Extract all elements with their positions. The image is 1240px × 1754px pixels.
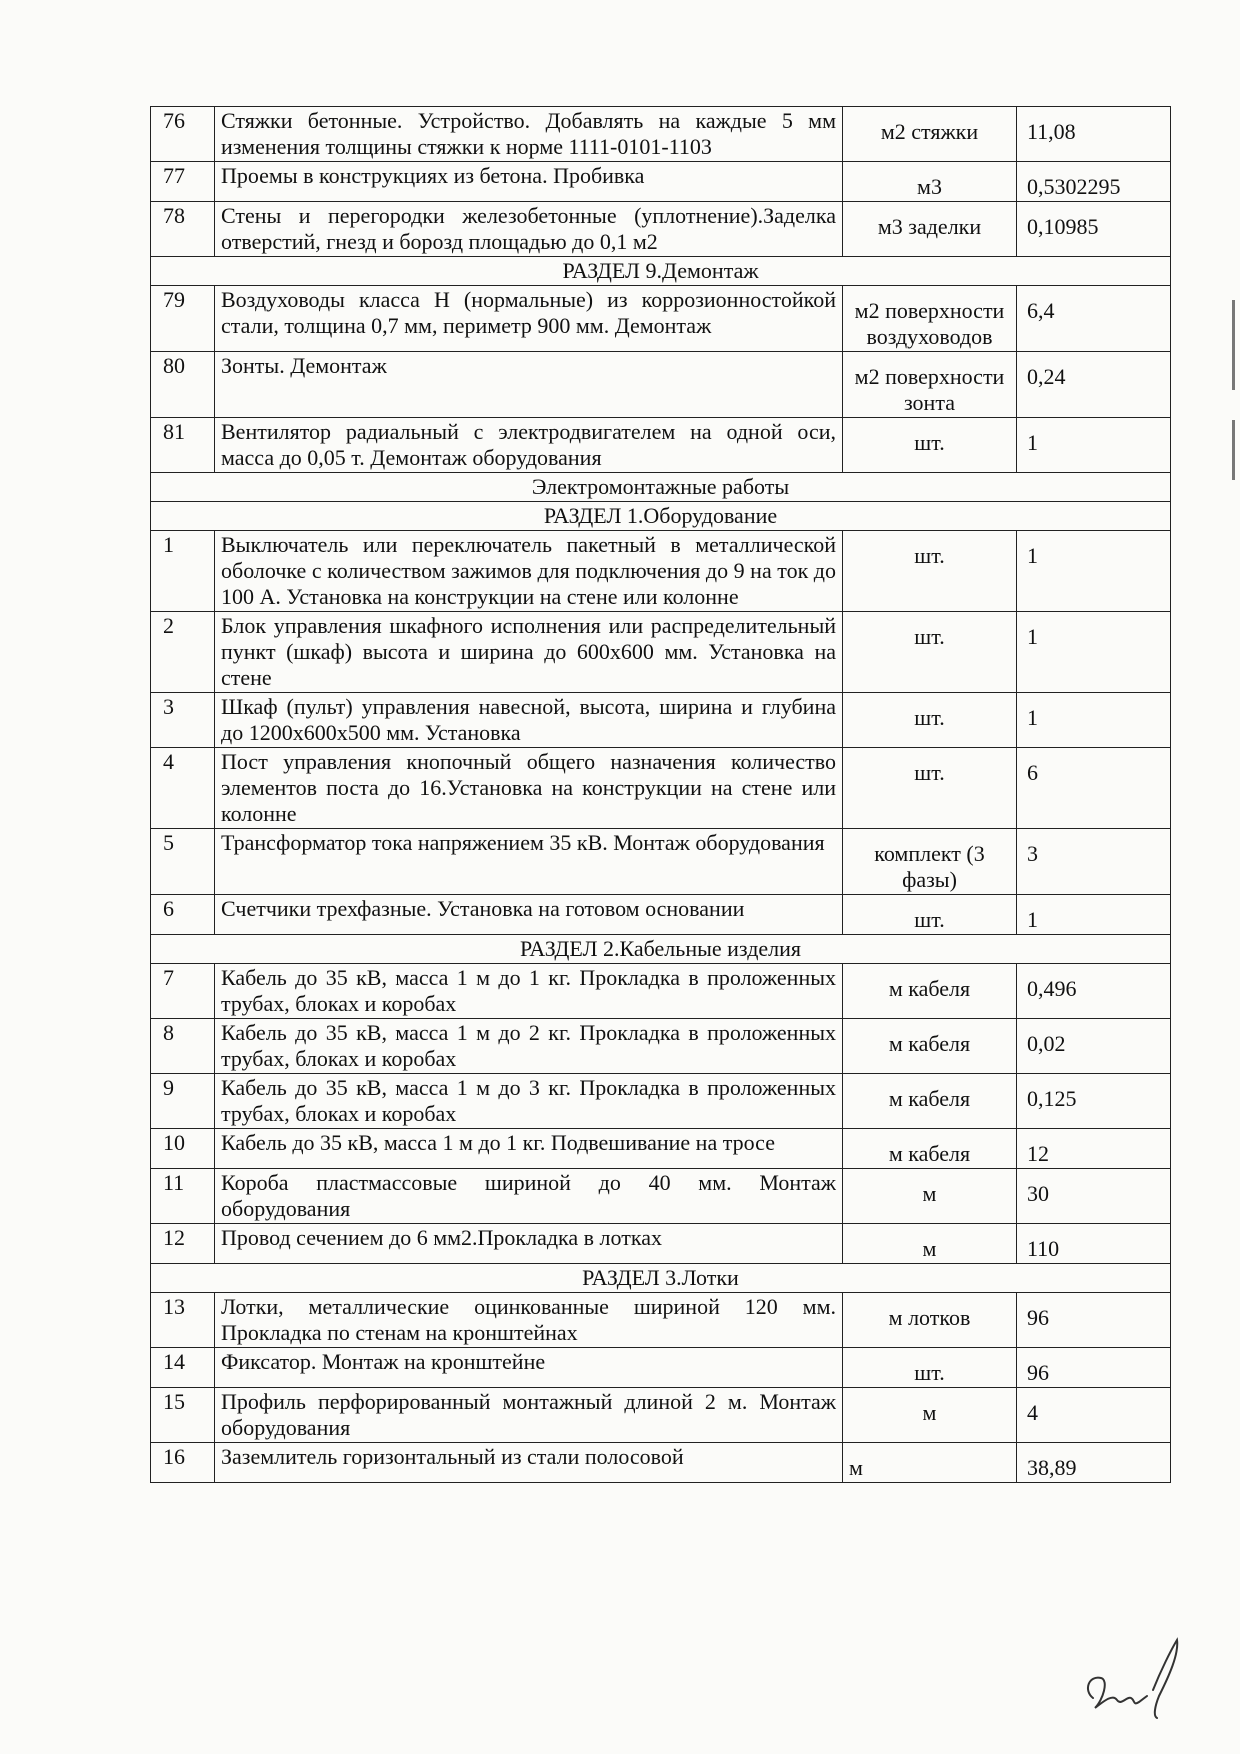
unit-of-measure: комплект (3 фазы) [843,829,1017,895]
section-title: РАЗДЕЛ 1.Оборудование [151,502,1171,531]
work-description: Стены и перегородки железобетонные (уплотнение).Заделка отверстий, гнезд и борозд площадью до 0,1 м2 [215,202,843,257]
row-number: 2 [151,612,215,693]
table-row [151,1224,1171,1264]
table-row [151,107,1171,162]
unit-of-measure: м3 [843,162,1017,202]
unit-of-measure: м лотков [843,1293,1017,1348]
quantity: 0,5302295 [1017,162,1171,202]
table-row [151,202,1171,257]
table-row [151,1129,1171,1169]
work-description: Профиль перфорированный монтажный длиной 2 м. Монтаж оборудования [215,1388,843,1443]
row-number: 3 [151,693,215,748]
work-description: Кабель до 35 кВ, масса 1 м до 1 кг. Прокладка в проложенных трубах, блоках и коробах [215,964,843,1019]
quantity: 0,496 [1017,964,1171,1019]
table-row [151,1169,1171,1224]
table-row [151,1019,1171,1074]
work-description: Кабель до 35 кВ, масса 1 м до 2 кг. Прокладка в проложенных трубах, блоках и коробах [215,1019,843,1074]
quantity: 3 [1017,829,1171,895]
section-header-row [151,1264,1171,1293]
row-number: 6 [151,895,215,935]
work-description: Пост управления кнопочный общего назначения количество элементов поста до 16.Установка на конструкции на стене или колонне [215,748,843,829]
work-description: Провод сечением до 6 мм2.Прокладка в лотках [215,1224,843,1264]
row-number: 77 [151,162,215,202]
table-row [151,352,1171,418]
row-number: 80 [151,352,215,418]
section-header-row [151,473,1171,502]
work-description: Кабель до 35 кВ, масса 1 м до 3 кг. Прокладка в проложенных трубах, блоках и коробах [215,1074,843,1129]
row-number: 1 [151,531,215,612]
table-row [151,964,1171,1019]
unit-of-measure: шт. [843,531,1017,612]
work-description: Стяжки бетонные. Устройство. Добавлять на каждые 5 мм изменения толщины стяжки к норме 1111-0101-1103 [215,107,843,162]
quantity: 0,24 [1017,352,1171,418]
unit-of-measure: шт. [843,1348,1017,1388]
row-number: 16 [151,1443,215,1483]
work-description: Проемы в конструкциях из бетона. Пробивка [215,162,843,202]
row-number: 9 [151,1074,215,1129]
section-title: РАЗДЕЛ 2.Кабельные изделия [151,935,1171,964]
work-description: Зонты. Демонтаж [215,352,843,418]
quantity: 96 [1017,1293,1171,1348]
table-row [151,162,1171,202]
unit-of-measure: м [843,1388,1017,1443]
table-row [151,418,1171,473]
unit-of-measure: м2 стяжки [843,107,1017,162]
row-number: 76 [151,107,215,162]
work-description: Трансформатор тока напряжением 35 кВ. Монтаж оборудования [215,829,843,895]
table-row [151,531,1171,612]
unit-of-measure: м кабеля [843,1019,1017,1074]
row-number: 11 [151,1169,215,1224]
row-number: 13 [151,1293,215,1348]
table-row [151,693,1171,748]
unit-of-measure: шт. [843,748,1017,829]
scan-edge-mark [1232,420,1235,480]
quantity: 6,4 [1017,286,1171,352]
unit-of-measure: шт. [843,612,1017,693]
unit-of-measure: м кабеля [843,1129,1017,1169]
row-number: 8 [151,1019,215,1074]
quantity: 96 [1017,1348,1171,1388]
row-number: 79 [151,286,215,352]
quantity: 11,08 [1017,107,1171,162]
quantity: 1 [1017,612,1171,693]
works-table [150,106,1171,1483]
works-table-body [151,107,1171,1483]
quantity: 38,89 [1017,1443,1171,1483]
table-row [151,895,1171,935]
section-header-row [151,257,1171,286]
work-description: Шкаф (пульт) управления навесной, высота, ширина и глубина до 1200х600х500 мм. Установка [215,693,843,748]
quantity: 0,10985 [1017,202,1171,257]
section-title: РАЗДЕЛ 3.Лотки [151,1264,1171,1293]
unit-of-measure: м [843,1443,1017,1483]
work-description: Воздуховоды класса Н (нормальные) из коррозионностойкой стали, толщина 0,7 мм, периметр 900 мм. Демонтаж [215,286,843,352]
work-description: Заземлитель горизонтальный из стали полосовой [215,1443,843,1483]
table-row [151,1293,1171,1348]
work-description: Кабель до 35 кВ, масса 1 м до 1 кг. Подвешивание на тросе [215,1129,843,1169]
unit-of-measure: шт. [843,895,1017,935]
table-row [151,612,1171,693]
section-header-row [151,502,1171,531]
row-number: 10 [151,1129,215,1169]
signature [1075,1620,1195,1720]
quantity: 30 [1017,1169,1171,1224]
row-number: 5 [151,829,215,895]
work-description: Фиксатор. Монтаж на кронштейне [215,1348,843,1388]
section-title: Электромонтажные работы [151,473,1171,502]
unit-of-measure: м [843,1169,1017,1224]
table-row [151,1074,1171,1129]
unit-of-measure: м2 поверхности воздуховодов [843,286,1017,352]
work-description: Блок управления шкафного исполнения или распределительный пункт (шкаф) высота и ширина до 600х600 мм. Установка на стене [215,612,843,693]
unit-of-measure: шт. [843,693,1017,748]
row-number: 14 [151,1348,215,1388]
unit-of-measure: м3 заделки [843,202,1017,257]
quantity: 1 [1017,531,1171,612]
section-header-row [151,935,1171,964]
unit-of-measure: м кабеля [843,964,1017,1019]
scan-edge-mark [1232,300,1235,390]
quantity: 110 [1017,1224,1171,1264]
table-row [151,1348,1171,1388]
row-number: 4 [151,748,215,829]
work-description: Выключатель или переключатель пакетный в металлической оболочке с количеством зажимов для подключения до 9 на ток до 100 А. Установка на конструкции на стене или колонне [215,531,843,612]
work-description: Лотки, металлические оцинкованные шириной 120 мм. Прокладка по стенам на кронштейнах [215,1293,843,1348]
table-row [151,748,1171,829]
work-description: Вентилятор радиальный с электродвигателем на одной оси, масса до 0,05 т. Демонтаж оборудования [215,418,843,473]
quantity: 12 [1017,1129,1171,1169]
quantity: 1 [1017,693,1171,748]
unit-of-measure: м2 поверхности зонта [843,352,1017,418]
unit-of-measure: м [843,1224,1017,1264]
row-number: 15 [151,1388,215,1443]
section-title: РАЗДЕЛ 9.Демонтаж [151,257,1171,286]
work-description: Короба пластмассовые шириной до 40 мм. Монтаж оборудования [215,1169,843,1224]
quantity: 1 [1017,418,1171,473]
row-number: 7 [151,964,215,1019]
table-row [151,1443,1171,1483]
table-row [151,1388,1171,1443]
unit-of-measure: шт. [843,418,1017,473]
table-row [151,829,1171,895]
row-number: 12 [151,1224,215,1264]
quantity: 1 [1017,895,1171,935]
row-number: 81 [151,418,215,473]
unit-of-measure: м кабеля [843,1074,1017,1129]
quantity: 4 [1017,1388,1171,1443]
work-description: Счетчики трехфазные. Установка на готовом основании [215,895,843,935]
quantity: 0,125 [1017,1074,1171,1129]
quantity: 0,02 [1017,1019,1171,1074]
quantity: 6 [1017,748,1171,829]
table-row [151,286,1171,352]
row-number: 78 [151,202,215,257]
